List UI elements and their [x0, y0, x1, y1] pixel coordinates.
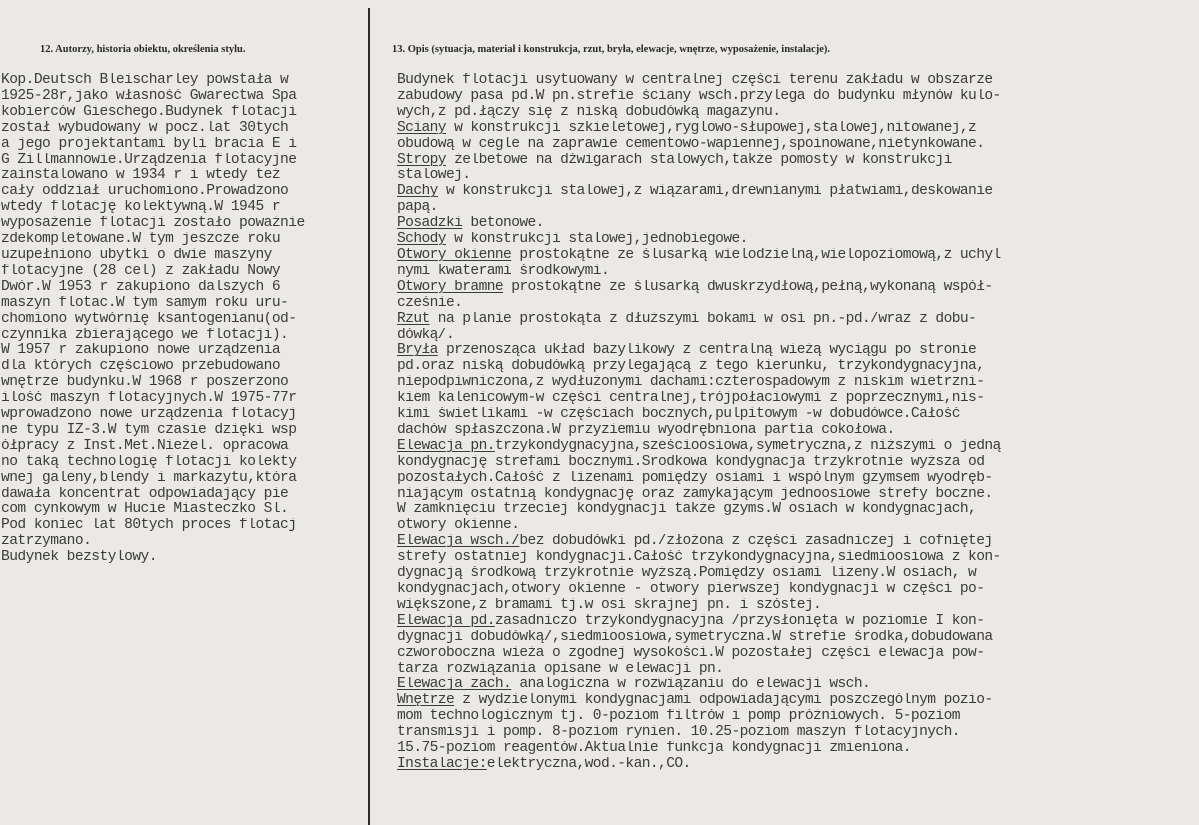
description-line	[397, 312, 1167, 328]
description-text: papą.	[397, 200, 438, 216]
description-text: stalowej.	[397, 168, 471, 184]
description-line	[397, 248, 1167, 264]
description-text: niepodpiwniczona,z wydłużonymi dachami:czterospadowym z niskim wietrzni-	[397, 375, 985, 391]
description-text: elektryczna,wod.-kan.,CO.	[486, 756, 691, 772]
history-line: wyposażenie flotacji zostało poważnie	[1, 216, 305, 232]
description-text: dówką/.	[397, 327, 455, 343]
description-text: w konstrukcji stalowej,jednobiegowe.	[445, 232, 748, 248]
description-line	[397, 105, 1167, 121]
description-line	[397, 709, 1167, 725]
description-line	[397, 566, 1167, 582]
history-line: wnętrze budynku.W 1968 r poszerzono	[1, 375, 289, 391]
history-line: flotacyjne (28 cel) z zakładu Nowy	[1, 263, 281, 279]
section-label: Posadzki	[397, 216, 463, 232]
description-text: kimi świetlikami -w częściach bocznych,pulpitowym -w dobudówce.Całość	[397, 407, 960, 423]
history-line: 1925-28r,jako własność Gwarectwa Spa	[1, 88, 297, 104]
description-text: kondygnacjach,otwory okienne - otwory pierwszej kondygnacji w części po-	[397, 582, 985, 597]
description-text: nymi kwaterami środkowymi.	[397, 263, 610, 279]
section-label: Ściany	[397, 120, 446, 136]
description-line	[397, 550, 1167, 566]
description-line	[397, 582, 1167, 598]
section-label: Otwory okienne	[397, 247, 512, 263]
description-text: obudową w cegle na zaprawie cementowo-wapiennej,spoinowane,nietynkowane.	[397, 136, 985, 152]
section-label: Schody	[397, 232, 446, 248]
history-line: com cynkowym w Hucie Miasteczko Sl.	[1, 502, 289, 518]
history-line: dla których częściowo przebudowano	[1, 359, 281, 375]
history-line: Dwór.W 1953 r zakupiono dalszych 6	[1, 279, 281, 295]
section-label: Elewacja pd.	[397, 613, 495, 629]
description-text: czworoboczna wieża o zgodnej wysokości.W pozostałej części elewacja pow-	[397, 645, 985, 661]
description-line	[397, 200, 1167, 216]
description-line	[397, 677, 1167, 693]
description-line	[397, 296, 1167, 312]
history-line: W 1957 r zakupiono nowe urządzenia	[1, 343, 281, 359]
description-line	[397, 232, 1167, 248]
section-12-heading: 12. Autorzy, historia obiektu, określenia stylu.	[40, 44, 246, 55]
history-line: ółpracy z Inst.Met.Nieżel. opracowa	[1, 438, 289, 454]
description-line	[397, 439, 1167, 455]
description-line	[397, 646, 1167, 662]
description-text: bez dobudówki pd./złożona z części zasadniczej i cofniętej	[519, 534, 993, 550]
description-text: Budynek flotacji usytuowany w centralnej części terenu zakładu w obszarze	[397, 73, 993, 88]
description-text: tarza rozwiązania opisane w elewacji pn.	[397, 661, 724, 677]
description-text: mom technologicznym tj. 0-poziom filtrów i pomp próżniowych. 5-poziom	[397, 709, 960, 725]
history-line: dawała koncentrat odpowiadający pie	[1, 486, 289, 502]
history-line: kobierców Gieschego.Budynek flotacji	[1, 104, 297, 120]
history-line: cały oddział uruchomiono.Prowadzono	[1, 184, 289, 200]
history-line: ne typu IZ-3.W tym czasie dzięki wsp	[1, 422, 297, 438]
description-text: na planie prostokąta z dłuższymi bokami w osi pn.-pd./wraz z dobu-	[429, 311, 977, 327]
description-text: trzykondygnacyjna,sześcioosiowa,symetryczna,z niższymi o jedną	[494, 438, 1001, 454]
history-line: no taką technologię flotacji kolekty	[1, 454, 297, 470]
description-text: w konstrukcji stalowej,z wiązarami,drewnianymi płatwiami,deskowanie	[437, 184, 993, 200]
description-line	[397, 534, 1167, 550]
column-divider	[368, 8, 370, 825]
description-text: W zamknięciu trzeciej kondygnacji także gzyms.W osiach w kondygnacjach,	[397, 502, 977, 518]
description-line	[397, 614, 1167, 630]
description-text: większone,z bramami tj.w osi skrajnej pn. i szóstej.	[397, 597, 822, 613]
description-text: wych,z pd.łączy się z niską dobudówką magazynu.	[397, 104, 781, 120]
description-text: zabudowy pasa pd.W pn.strefie ściany wsch.przylega do budynku młynów kulo-	[397, 88, 1001, 104]
description-line	[397, 168, 1167, 184]
description-text: zasadniczo trzykondygnacyjna /przysłonięta w poziomie I kon-	[494, 613, 985, 629]
description-text: żelbetowe na dźwigarach stalowych,także pomosty w konstrukcji	[445, 152, 952, 168]
description-line	[397, 693, 1167, 709]
history-line: wnej galeny,blendy i markazytu,która	[1, 470, 297, 486]
description-text: prostokątne ze ślusarką dwuskrzydłową,pełną,wykonaną współ-	[503, 279, 993, 295]
section-label: Elewacja pn.	[397, 438, 495, 454]
description-line	[397, 471, 1167, 487]
description-text: niającym ostatnią kondygnację oraz zamykającym jednoosiowe strefy boczne.	[397, 486, 993, 502]
description-line	[397, 137, 1167, 153]
description-text: kondygnację strefami bocznymi.Środkowa kondygnacja trzykrotnie wyższa od	[397, 454, 985, 470]
description-line	[397, 502, 1167, 518]
section-label: Elewacja zach.	[397, 677, 512, 693]
description-line	[397, 153, 1167, 169]
description-line	[397, 121, 1167, 137]
description-line	[397, 184, 1167, 200]
description-text: prostokątne ze ślusarką wielodzielną,wielopoziomową,z uchyl	[511, 247, 1001, 263]
description-line	[397, 598, 1167, 614]
history-line: Budynek bezstylowy.	[1, 550, 157, 566]
description-line	[397, 455, 1167, 471]
history-text-column	[1, 73, 366, 566]
history-line: a jego projektantami byli bracia E i	[1, 136, 297, 152]
section-label: Elewacja wsch./	[397, 534, 520, 550]
description-text: analogiczna w rozwiązaniu do elewacji wsch.	[511, 677, 871, 693]
description-text-column	[397, 73, 1167, 773]
history-line: zdekompletowane.W tym jeszcze roku	[1, 232, 281, 248]
description-line	[397, 391, 1167, 407]
description-line	[397, 264, 1167, 280]
description-text: dygnacji dobudówką/,siedmioosiowa,symetryczna.W strefie środka,dobudowana	[397, 629, 993, 645]
description-text: betonowe.	[462, 216, 544, 232]
section-label: Dachy	[397, 184, 438, 200]
history-line: czynnika zbierającego we flotacji).	[1, 327, 289, 343]
history-line: wprowadzono nowe urządzenia flotacyj	[1, 407, 297, 423]
description-text: 15.75-poziom reagentów.Aktualnie funkcja kondygnacji zmieniona.	[397, 741, 911, 757]
description-line	[397, 73, 1167, 89]
description-text: w konstrukcji szkieletowej,ryglowo-słupowej,stalowej,nitowanej,z	[445, 120, 977, 136]
section-label: Otwory bramne	[397, 279, 504, 295]
history-line: zainstalowano w 1934 r i wtedy też	[1, 168, 281, 184]
description-text: przenosząca układ bazylikowy z centralną wieżą wyciągu po stronie	[437, 343, 977, 359]
description-line	[397, 359, 1167, 375]
description-text: transmisji i pomp. 8-poziom rynien. 10.25-poziom maszyn flotacyjnych.	[397, 725, 960, 741]
description-text: dachów spłaszczona.W przyziemiu wyodrębniona partia cokołowa.	[397, 422, 895, 438]
history-line: uzupełniono ubytki o dwie maszyny	[1, 247, 272, 263]
history-line: wtedy flotację kolektywną.W 1945 r	[1, 200, 281, 216]
description-line	[397, 518, 1167, 534]
section-label: Rzut	[397, 311, 430, 327]
history-line: maszyn flotac.W tym samym roku uru-	[1, 295, 289, 311]
description-text: z wydzielonymi kondygnacjami odpowiadającymi poszczególnym pozio-	[454, 693, 993, 709]
description-line	[397, 741, 1167, 757]
description-line	[397, 216, 1167, 232]
description-line	[397, 89, 1167, 105]
description-line	[397, 328, 1167, 344]
description-line	[397, 423, 1167, 439]
section-label: Wnętrze	[397, 693, 455, 709]
history-line: Kop.Deutsch Bleischarley powstała w	[1, 73, 289, 88]
description-line	[397, 487, 1167, 503]
description-text: strefy ostatniej kondygnacji.Całość trzykondygnacyjna,siedmioosiowa z kon-	[397, 550, 1001, 566]
description-line	[397, 725, 1167, 741]
section-label: Stropy	[397, 152, 446, 168]
description-text: kiem kalenicowym-w części centralnej,trójpołaciowymi z poprzecznymi,nis-	[397, 391, 985, 407]
description-line	[397, 375, 1167, 391]
history-line: został wybudowany w pocz.lat 30tych	[1, 120, 289, 136]
description-text: otwory okienne.	[397, 518, 520, 534]
description-line	[397, 343, 1167, 359]
description-text: dygnacją środkową trzykrotnie wyższą.Pomiędzy osiami lizeny.W osiach, w	[397, 566, 977, 582]
description-line	[397, 662, 1167, 678]
description-text: cześnie.	[397, 295, 463, 311]
history-line: ilość maszyn flotacyjnych.W 1975-77r	[1, 391, 297, 407]
history-line: chomiono wytwórnię ksantogenianu(od-	[1, 311, 297, 327]
description-line	[397, 407, 1167, 423]
section-label: Instalacje:	[397, 756, 487, 772]
description-line	[397, 630, 1167, 646]
description-text: pozostałych.Całość z lizenami pomiędzy osiami i wspólnym gzymsem wyodręb-	[397, 470, 993, 486]
history-line: zatrzymano.	[1, 534, 92, 550]
description-text: pd.oraz niską dobudówką przylegającą z tego kierunku, trzykondygnacyjna,	[397, 359, 985, 375]
history-line: Pod koniec lat 80tych proces flotacj	[1, 518, 297, 534]
description-line	[397, 280, 1167, 296]
section-label: Bryła	[397, 343, 438, 359]
section-13-heading: 13. Opis (sytuacja, materiał i konstrukcja, rzut, bryła, elewacje, wnętrze, wyposażenie, instalacje).	[392, 44, 831, 55]
description-line	[397, 757, 1167, 773]
history-line: G Zillmannowie.Urządzenia flotacyjne	[1, 152, 297, 168]
